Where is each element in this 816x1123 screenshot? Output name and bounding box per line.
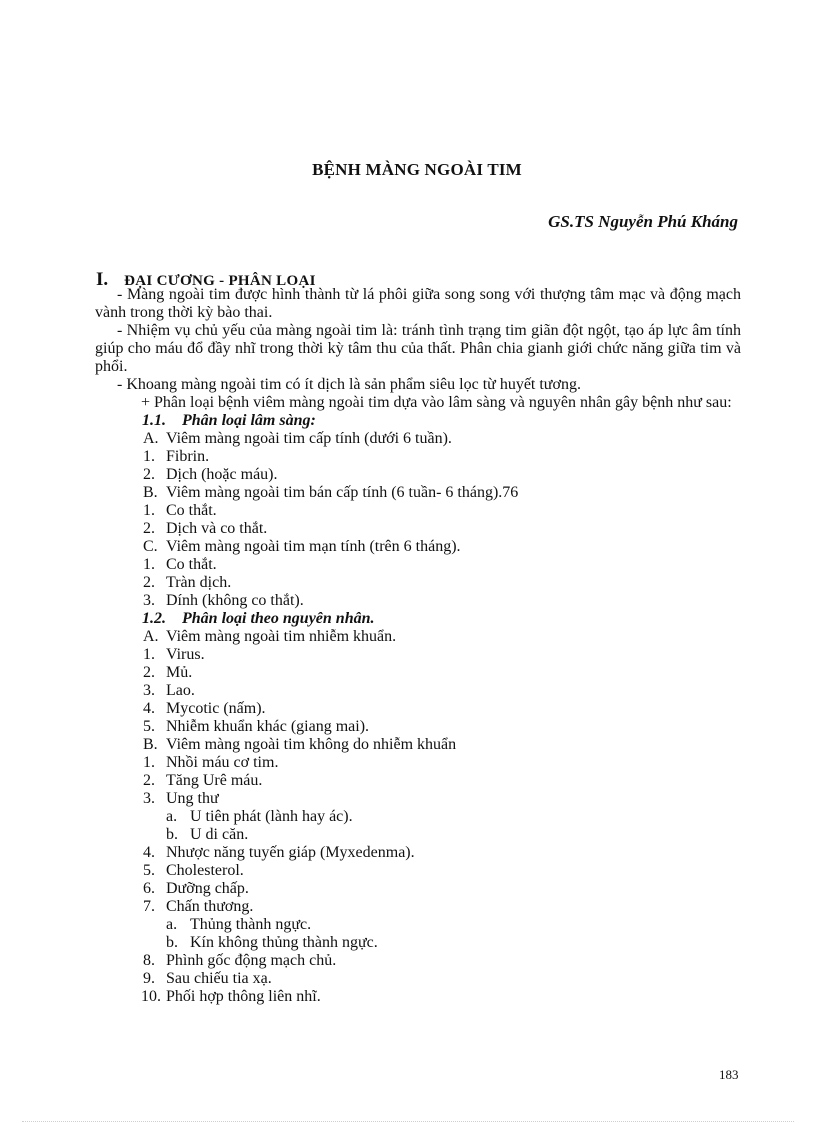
list-item-text: Cholesterol. — [166, 862, 244, 879]
list-item — [143, 646, 741, 664]
list-item-label: 3. — [143, 790, 155, 807]
list-item-text: U di căn. — [190, 826, 249, 843]
document-title: BỆNH MÀNG NGOÀI TIM — [312, 160, 522, 179]
list-item — [143, 520, 741, 538]
list-item-label: C. — [143, 538, 158, 555]
list-item-label: A. — [143, 430, 159, 447]
list-item-label: 1. — [143, 646, 155, 663]
list-item — [143, 592, 741, 610]
list-item-text: Co thắt. — [166, 556, 217, 573]
list-item-label: 2. — [143, 772, 155, 789]
list-item-label: 7. — [143, 898, 155, 915]
list-item-label: 1. — [143, 556, 155, 573]
list-item — [143, 538, 741, 556]
list-item-text: Sau chiếu tia xạ. — [166, 970, 272, 987]
list-item-label: A. — [143, 628, 159, 645]
list-item-text: Dưỡng chấp. — [166, 880, 249, 897]
list-item-text: Viêm màng ngoài tim bán cấp tính (6 tuần- 6 tháng).76 — [166, 484, 519, 501]
list-item-text: Fibrin. — [166, 448, 210, 465]
list-item — [143, 682, 741, 700]
list-item-text: Thủng thành ngực. — [190, 916, 312, 933]
list-item-text: Virus. — [166, 646, 205, 663]
list-item-text: Viêm màng ngoài tim không do nhiễm khuẩn — [166, 736, 457, 753]
list-item — [143, 628, 741, 646]
list-item-label: 4. — [143, 700, 155, 717]
list-subitem — [166, 808, 741, 826]
list-item-label: 3. — [143, 682, 155, 699]
body-content — [95, 286, 741, 1006]
list-item-label: B. — [143, 484, 158, 501]
section-number: I. — [96, 269, 109, 290]
list-item-text: Dịch và co thắt. — [166, 520, 268, 537]
list-item-text: Dịch (hoặc máu). — [166, 466, 278, 483]
subsection-number: 1.1. — [142, 412, 166, 429]
list-item-label: b. — [166, 826, 178, 843]
list-item-label: 1. — [143, 502, 155, 519]
list-item-label: 1. — [143, 754, 155, 771]
list-item — [143, 718, 741, 736]
list-item-label: 8. — [143, 952, 155, 969]
list-item-text: Tràn dịch. — [166, 574, 232, 591]
list-item-text: Chấn thương. — [166, 898, 254, 915]
list-item-text: Viêm màng ngoài tim mạn tính (trên 6 tháng). — [166, 538, 461, 555]
list-item-text: Lao. — [166, 682, 195, 699]
list-item — [143, 556, 741, 574]
list-item-text: Kín không thủng thành ngực. — [190, 934, 378, 951]
list-item-text: Nhược năng tuyến giáp (Myxedenma). — [166, 844, 415, 861]
list-item-text: Ung thư — [166, 790, 219, 807]
list-item — [143, 700, 741, 718]
list-item-label: 10. — [141, 988, 161, 1005]
list-item-text: Phối hợp thông liên nhĩ. — [166, 988, 321, 1005]
list-item-label: 2. — [143, 520, 155, 537]
list-item — [143, 844, 741, 862]
section-title: ĐẠI CƯƠNG - PHÂN LOẠI — [124, 273, 316, 289]
list-item-label: 5. — [143, 862, 155, 879]
list-item-label: 6. — [143, 880, 155, 897]
subsection-number: 1.2. — [142, 610, 166, 627]
list-item-label: a. — [166, 916, 178, 933]
paragraph: - Nhiệm vụ chủ yếu của màng ngoài tim là: tránh tình trạng tim giãn đột ngột, tạo áp lực âm tính giúp cho máu đổ đầy nhĩ trong thời kỳ tâm thu của thất. Phân chia gianh giới chức năng giữa tim và phổi. — [95, 322, 741, 375]
subsection-title: Phân loại theo nguyên nhân. — [182, 610, 375, 627]
list-item — [143, 880, 741, 898]
list-item-text: Tăng Urê máu. — [166, 772, 263, 789]
list-item — [143, 790, 741, 808]
list-item-text: Mủ. — [166, 664, 193, 681]
subsection-title: Phân loại lâm sàng: — [182, 412, 316, 429]
list-item-label: B. — [143, 736, 158, 753]
page-bottom-divider — [22, 1121, 794, 1122]
subsection-heading — [142, 610, 741, 628]
list-item — [143, 898, 741, 916]
list-item — [143, 484, 741, 502]
list-item-text: Dính (không co thắt). — [166, 592, 304, 609]
list-item-label: b. — [166, 934, 178, 951]
list-item — [143, 952, 741, 970]
list-item — [143, 466, 741, 484]
list-item-text: Co thắt. — [166, 502, 217, 519]
author-line: GS.TS Nguyễn Phú Kháng — [548, 212, 738, 231]
list-item — [143, 574, 741, 592]
list-item — [143, 970, 741, 988]
list-item — [141, 988, 741, 1006]
list-item-text: Nhồi máu cơ tim. — [166, 754, 279, 771]
subsection-heading — [142, 412, 741, 430]
list-item — [143, 862, 741, 880]
list-item-label: 2. — [143, 664, 155, 681]
list-item-label: 1. — [143, 448, 155, 465]
list-subitem — [166, 934, 741, 952]
list-item-label: 2. — [143, 466, 155, 483]
paragraph: + Phân loại bệnh viêm màng ngoài tim dựa vào lâm sàng và nguyên nhân gây bệnh như sau: — [141, 394, 732, 411]
list-item-label: 4. — [143, 844, 155, 861]
list-item — [143, 664, 741, 682]
list-item-label: 2. — [143, 574, 155, 591]
paragraph: - Khoang màng ngoài tim có ít dịch là sản phẩm siêu lọc từ huyết tương. — [117, 376, 581, 393]
list-item — [143, 430, 741, 448]
list-item-label: a. — [166, 808, 178, 825]
list-item — [143, 754, 741, 772]
paragraph: - Màng ngoài tim được hình thành từ lá phôi giữa song song với thượng tâm mạc và động mạch vành trong thời kỳ bào thai. — [95, 286, 741, 321]
list-subitem — [166, 916, 741, 934]
list-item-label: 3. — [143, 592, 155, 609]
list-item-text: Nhiễm khuẩn khác (giang mai). — [166, 718, 370, 735]
list-item-text: Phình gốc động mạch chủ. — [166, 952, 337, 969]
list-item — [143, 772, 741, 790]
list-item-text: Mycotic (nấm). — [166, 700, 266, 717]
page-number: 183 — [719, 1067, 739, 1082]
list-item — [143, 502, 741, 520]
list-item — [143, 736, 741, 754]
list-subitem — [166, 826, 741, 844]
list-item-label: 9. — [143, 970, 155, 987]
list-item-text: U tiên phát (lành hay ác). — [190, 808, 353, 825]
list-item-text: Viêm màng ngoài tim cấp tính (dưới 6 tuần). — [166, 430, 452, 447]
list-item — [143, 448, 741, 466]
list-item-text: Viêm màng ngoài tim nhiễm khuẩn. — [166, 628, 397, 645]
list-item-label: 5. — [143, 718, 155, 735]
